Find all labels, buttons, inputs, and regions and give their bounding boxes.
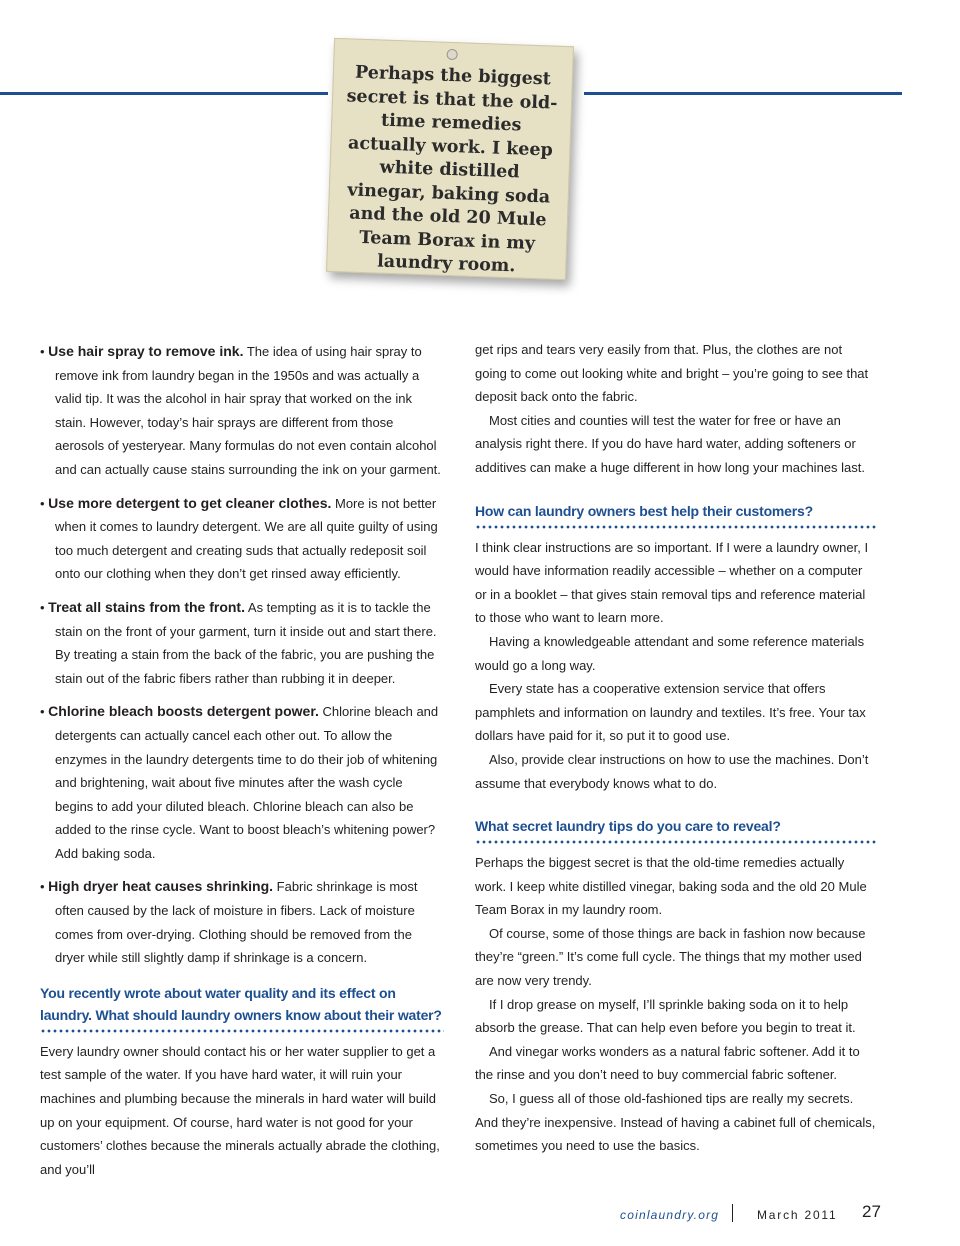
secrets-section: [475, 815, 877, 1158]
section-heading: How can laundry owners best help their customers?: [475, 502, 813, 519]
paragraph: I think clear instructions are so important. If I were a laundry owner, I would have information readily accessible – whether on a computer or in a booklet – that gives stain removal tips and reference material to those who want to learn more.: [475, 539, 869, 626]
paragraph: get rips and tears very easily from that. Plus, the clothes are not going to come out looking white and bright – you’re going to see that deposit back onto the fabric.: [475, 342, 869, 405]
paragraph: Perhaps the biggest secret is that the old-time remedies actually work. I keep white distilled vinegar, baking soda and the old 20 Mule Team Borax in my laundry room.: [475, 855, 867, 918]
tip-text: More is not better when it comes to laundry detergent. We are all quite guilty of using too much detergent and creating suds that actually redeposit soil onto our clothing when they don’t get rinsed away efficiently.: [55, 495, 438, 582]
dotted-divider: [475, 524, 877, 530]
right-column: [475, 338, 877, 1158]
water-section: [40, 982, 444, 1182]
footer-site-link[interactable]: coinlaundry.org: [620, 1208, 720, 1222]
paragraph: Of course, some of those things are back in fashion now because they’re “green.” It’s come full cycle. The things that my mother used are now very trendy.: [475, 925, 866, 989]
tip-item: • Use more detergent to get cleaner clothes. More is not better when it comes to laundry detergent. We are all quite guilty of using too much detergent and creating suds that actually redeposit soil onto our clothing when they don’t get rinsed away efficiently.: [40, 494, 438, 582]
paragraph: And vinegar works wonders as a natural fabric softener. Add it to the rinse and you don’t need to buy commercial fabric softener.: [475, 1043, 860, 1083]
tip-lead: Treat all stains from the front.: [48, 598, 245, 615]
paragraph: If I drop grease on myself, I’ll sprinkle baking soda on it to help absorb the grease. That can help even before you begin to treat it.: [475, 996, 856, 1036]
page-number: 27: [862, 1202, 881, 1221]
tip-item: • Treat all stains from the front. As tempting as it is to tackle the stain on the front of your garment, turn it inside out and start there. By treating a stain from the back of the fabric, you are pushing the stain out of the fabric fibers rather than rubbing it in deeper.: [40, 598, 437, 686]
paragraph: Having a knowledgeable attendant and some reference materials would go a long way.: [475, 633, 865, 673]
paragraph: Most cities and counties will test the water for free or have an analysis right there. If you do have hard water, adding softeners or additives can make a huge different in how long your machines last.: [475, 412, 865, 475]
tip-item: • Use hair spray to remove ink. The idea of using hair spray to remove ink from laundry began in the 1950s and was actually a valid tip. It was the alcohol in hair spray that worked on the ink stain. However, today’s hair sprays are different from those aerosols of yesteryear. Many formulas do not even contain alcohol and can actually cause stains surrounding the ink on your garment.: [40, 343, 441, 477]
dotted-divider: [475, 839, 877, 845]
tip-text: The idea of using hair spray to remove ink from laundry began in the 1950s and was actually a valid tip. It was the alcohol in hair spray that worked on the ink stain. However, today’s hair sprays are different from those aerosols of yesteryear. Many formulas do not even contain alcohol and can actually cause stains surrounding the ink on your garment.: [55, 344, 441, 477]
tip-text: Chlorine bleach and detergents can actually cancel each other out. To allow the enzymes in the laundry detergents time to do their job of whitening and brightening, wait about five minutes after the wash cycle begins to add your diluted bleach. Chlorine bleach can also be added to the rinse cycle. Want to boost bleach’s whitening power? Add baking soda.: [55, 704, 439, 861]
customers-section: [475, 500, 877, 796]
footer-date: March 2011: [757, 1208, 838, 1222]
pullquote-text: Perhaps the biggest secret is that the old-time remedies actually work. I keep white distilled vinegar, baking soda and the old 20 Mule Team Borax in my laundry room.: [346, 62, 558, 277]
dotted-divider: [40, 1028, 444, 1034]
pushpin-icon: [446, 49, 457, 60]
header-rule-left: [0, 92, 328, 95]
paragraph: So, I guess all of those old-fashioned tips are really my secrets. And they’re inexpensive. Instead of having a cabinet full of chemicals, sometimes you need to use the basics.: [475, 1091, 876, 1154]
tip-item: • Chlorine bleach boosts detergent power. Chlorine bleach and detergents can actually cancel each other out. To allow the enzymes in the laundry detergents time to do their job of whitening and brightening, wait about five minutes after the wash cycle begins to add your diluted bleach. Chlorine bleach can also be added to the rinse cycle. Want to boost bleach’s whitening power? Add baking soda.: [40, 703, 439, 861]
tip-lead: High dryer heat causes shrinking.: [48, 878, 274, 895]
tip-lead: Use hair spray to remove ink.: [48, 343, 244, 359]
tip-lead: Chlorine bleach boosts detergent power.: [48, 703, 319, 720]
tip-text: Fabric shrinkage is most often caused by the lack of moisture in fibers. Lack of moisture comes from over-drying. Clothing should be removed from the dryer while still slightly damp if shrinkage is a concern.: [55, 879, 418, 966]
paragraph: Every state has a cooperative extension service that offers pamphlets and information on laundry and textiles. It’s free. Your tax dollars have paid for it, so put it to good use.: [475, 681, 866, 744]
paragraph: Also, provide clear instructions on how to use the machines. Don’t assume that everybody knows what to do.: [475, 751, 869, 791]
left-column: [40, 340, 444, 1181]
tip-item: • High dryer heat causes shrinking. Fabric shrinkage is most often caused by the lack of moisture in fibers. Lack of moisture comes from over-drying. Clothing should be removed from the dryer while still slightly damp if shrinkage is a concern.: [40, 878, 418, 966]
pullquote-note: [326, 38, 574, 280]
section-heading: What secret laundry tips do you care to reveal?: [475, 818, 781, 835]
section-heading: You recently wrote about water quality and its effect on laundry. What should laundry owners know about their water?: [40, 984, 442, 1023]
tip-lead: Use more detergent to get cleaner clothes.: [48, 494, 332, 511]
page-footer: [0, 1204, 960, 1228]
paragraph: Every laundry owner should contact his or her water supplier to get a test sample of the water. If you have hard water, it will ruin your machines and plumbing because the minerals in hard water will build up on your equipment. Of course, hard water is not good for your customers’ clothes because the minerals actually abrade the clothing, and you’ll: [40, 1043, 440, 1177]
tip-text: As tempting as it is to tackle the stain on the front of your garment, turn it inside out and start there. By treating a stain from the back of the fabric, you are pushing the stain out of the fabric fibers rather than rubbing it in deeper.: [55, 599, 437, 686]
footer-divider: [732, 1204, 733, 1222]
header-rule-right: [584, 92, 902, 95]
